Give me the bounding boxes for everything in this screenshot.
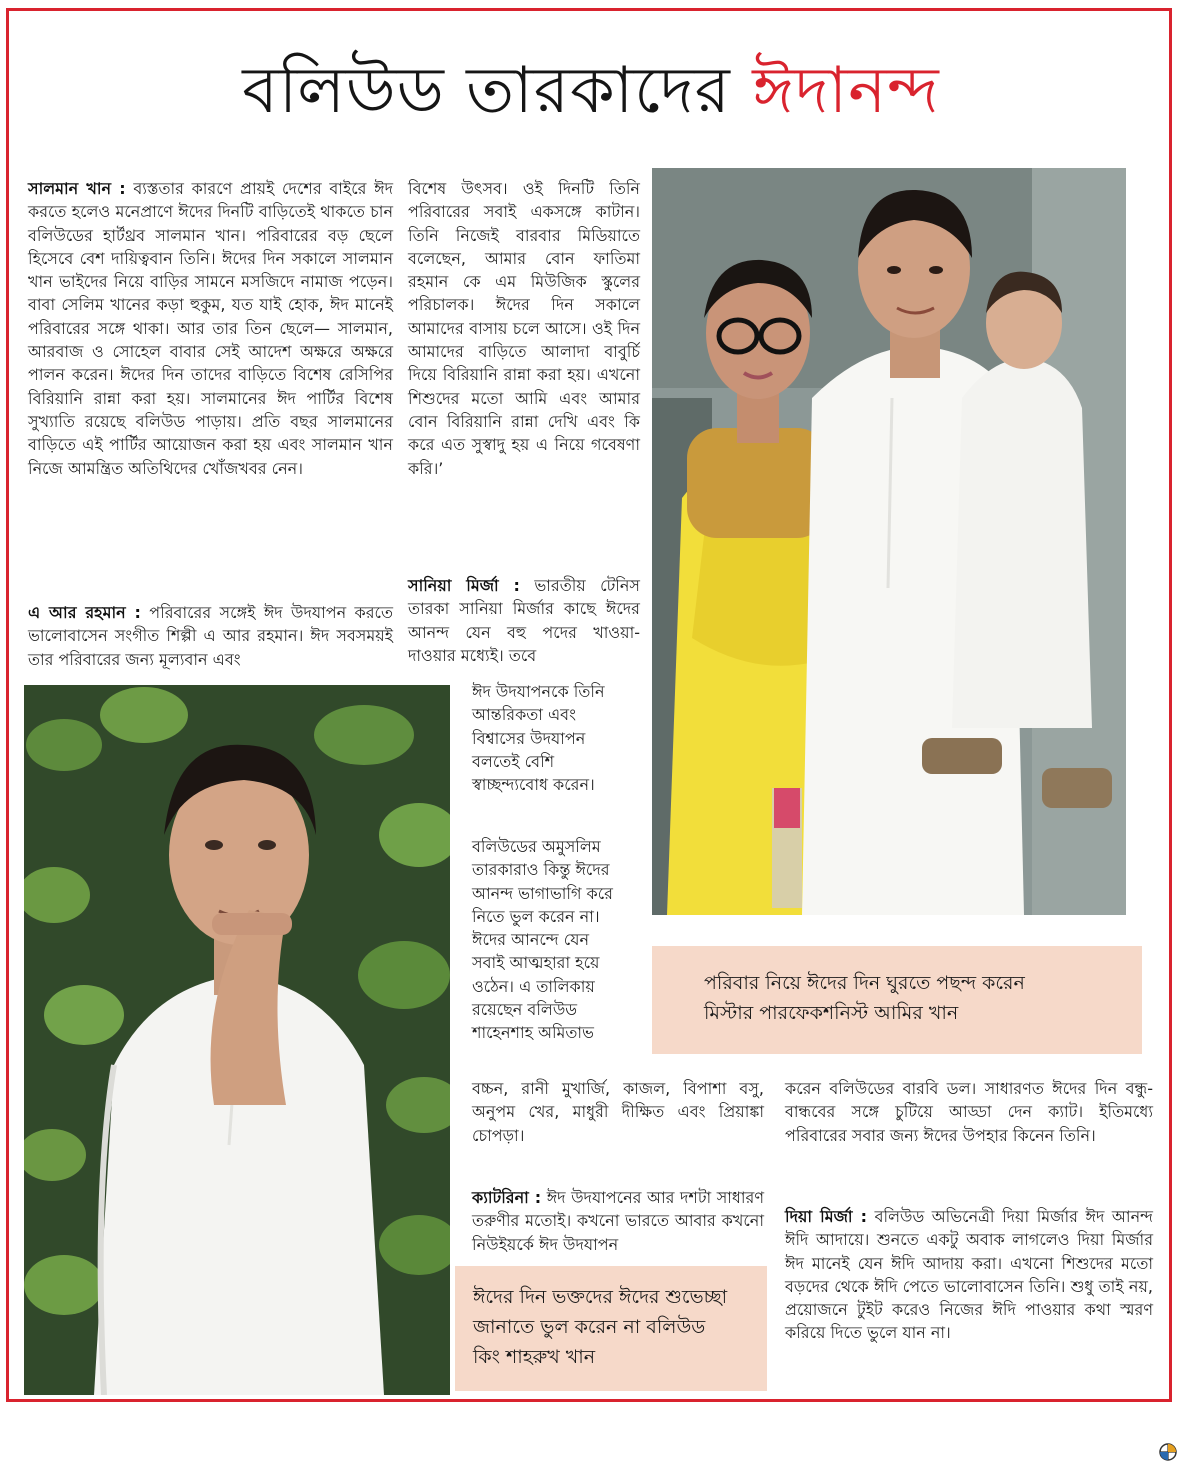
photo-shahrukh-art xyxy=(24,685,450,1395)
article-katrina-continued xyxy=(785,1077,1153,1147)
article-katrina-cont-text: করেন বলিউডের বারবি ডল। সাধারণত ঈদের দিন বন্ধু-বান্ধবের সঙ্গে চুটিয়ে আড্ডা দেন ক্যাট। ইতিমধ্যে পরিবারের সবার জন্য ঈদের উপহার কিনেন তিনি। xyxy=(785,1079,1153,1145)
article-rahman xyxy=(28,601,393,671)
article-rahman-text: পরিবারের সঙ্গেই ঈদ উদযাপন করতে ভালোবাসেন সংগীত শিল্পী এ আর রহমান। ঈদ সবসময়ই তার পরিবারের জন্য মূল্যবান এবং xyxy=(28,603,393,669)
article-nonmuslim-text: বলিউডের অমুসলিম তারকারাও কিন্তু ঈদের আনন্দ ভাগাভাগি করে নিতে ভুল করেন না। ঈদের আনন্দে যেন সবাই আত্মহারা হয়ে ওঠেন। এ তালিকায় রয়েছেন বলিউড শাহেনশাহ অমিতাভ xyxy=(472,837,613,1043)
caption-shahrukh xyxy=(455,1266,767,1391)
article-nonmuslim xyxy=(472,835,622,1045)
headline-accent: ঈদানন্দ xyxy=(752,54,940,128)
caption-aamir-line2: মিস্টার পারফেকশনিস্ট আমির খান xyxy=(704,1002,959,1024)
article-sania-text: ভারতীয় টেনিস তারকা সানিয়া মির্জার কাছে ঈদের আনন্দ যেন বহু পদের খাওয়া-দাওয়ার মধ্যেই। তবে xyxy=(408,576,640,665)
article-rahman-cont-text: বিশেষ উৎসব। ওই দিনটি তিনি পরিবারের সবাই একসঙ্গে কাটান। তিনি নিজেই বারবার মিডিয়াতে বলেছেন, আমার বোন ফাতিমা রহমান কে এম মিউজিক স্কুলের পরিচালক। ঈদের দিন সকালে আমাদের বাসায় চলে আসে। ওই দিন আমাদের বাড়িতে আলাদা বাবুর্চি দিয়ে বিরিয়ানি রান্না করা হয়। এখনো শিশুদের মতো আমি এবং আমার বোন বিরিয়ানি রান্না দেখি এবং কি করে এত সুস্বাদু হয় এ নিয়ে গবেষণা করি।’ xyxy=(408,179,640,478)
article-katrina-name: ক্যাটরিনা : xyxy=(472,1188,542,1207)
article-salman-name: সালমান খান : xyxy=(28,179,126,198)
article-nonmuslim-wide-text: বচ্চন, রানী মুখার্জি, কাজল, বিপাশা বসু, অনুপম খের, মাধুরী দীক্ষিত এবং প্রিয়াঙ্কা চোপড়া। xyxy=(472,1079,764,1145)
article-sania-narrow xyxy=(472,680,622,796)
article-rahman-name: এ আর রহমান : xyxy=(28,603,141,622)
article-sania xyxy=(408,574,640,667)
article-salman-text: ব্যস্ততার কারণে প্রায়ই দেশের বাইরে ঈদ করতে হলেও মনেপ্রাণে ঈদের দিনটি বাড়িতেই থাকতে চান বলিউডের হার্টথ্রব সালমান খান। পরিবারের বড় ছেলে হিসেবে বেশ দায়িত্ববান তিনি। ঈদের দিন সকালে সালমান খান ভাইদের নিয়ে বাড়ির সামনে মসজিদে নামাজ পড়েন। বাবা সেলিম খানের কড়া হুকুম, যত যাই হোক, ঈদ মানেই পরিবারের সঙ্গে থাকা। আর তার তিন ছেলে— সালমান, আরবাজ ও সোহেল বাবার সেই আদেশ অক্ষরে অক্ষরে পালন করেন। ঈদের দিন তাদের বাড়িতে বিশেষ রেসিপির বিরিয়ানি রান্না করা হয়। সালমানের ঈদ পার্টির বিশেষ সুখ্যাতি রয়েছে বলিউড পাড়ায়। প্রতি বছর সালমানের বাড়িতে এই পার্টির আয়োজন করা হয় এবং সালমান খান নিজে আমন্ত্রিত অতিথিদের খোঁজখবর নেন। xyxy=(28,179,394,478)
article-dia-name: দিয়া মির্জা : xyxy=(785,1207,867,1226)
article-salman xyxy=(28,177,393,480)
registration-mark-icon xyxy=(1152,1438,1180,1466)
headline-main: বলিউড তারকাদের xyxy=(242,54,731,128)
photo-aamir-family-art xyxy=(652,168,1126,915)
page-headline xyxy=(0,46,1182,136)
photo-shahrukh xyxy=(24,685,450,1395)
caption-aamir xyxy=(652,946,1142,1054)
article-dia-text: বলিউড অভিনেত্রী দিয়া মির্জার ঈদ আনন্দ ঈদি আদায়ে। শুনতে একটু অবাক লাগলেও দিয়া মির্জার ঈদ মানেই যেন ঈদি আদায় করা। এখনো শিশুদের মতো বড়দের থেকে ঈদি পেতে ভালোবাসেন তিনি। শুধু তাই নয়, প্রয়োজনে টুইট করেও নিজের ঈদি পাওয়ার কথা স্মরণ করিয়ে দিতে ভুলে যান না। xyxy=(785,1207,1153,1343)
article-nonmuslim-wide xyxy=(472,1077,764,1147)
caption-shahrukh-line3: কিং শাহরুখ খান xyxy=(473,1346,596,1368)
photo-aamir-family xyxy=(652,168,1126,915)
article-katrina xyxy=(472,1186,764,1256)
caption-shahrukh-line2: জানাতে ভুল করেন না বলিউড xyxy=(473,1316,706,1338)
caption-aamir-line1: পরিবার নিয়ে ঈদের দিন ঘুরতে পছন্দ করেন xyxy=(704,972,1025,994)
article-katrina-text: ঈদ উদযাপনের আর দশটা সাধারণ তরুণীর মতোই। কখনো ভারতে আবার কখনো নিউইয়র্কে ঈদ উদযাপন xyxy=(472,1188,764,1254)
article-dia xyxy=(785,1205,1153,1345)
article-rahman-continued xyxy=(408,177,640,480)
caption-shahrukh-line1: ঈদের দিন ভক্তদের ঈদের শুভেচ্ছা xyxy=(473,1286,728,1308)
article-sania-name: সানিয়া মির্জা : xyxy=(408,576,520,595)
article-sania-narrow-text: ঈদ উদযাপনকে তিনি আন্তরিকতা এবং বিশ্বাসের উদযাপন বলতেই বেশি স্বাচ্ছন্দ্যবোধ করেন। xyxy=(472,682,605,795)
